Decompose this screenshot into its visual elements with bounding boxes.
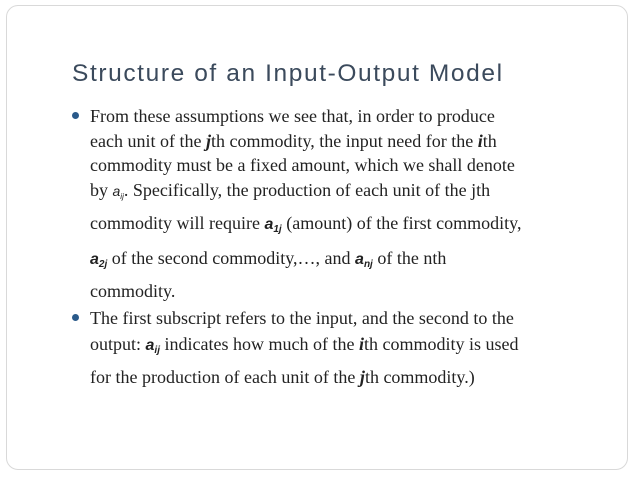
text-run: th commodity, the input need for the <box>210 130 478 151</box>
text-line <box>90 279 612 304</box>
text-run: of the nth <box>372 248 447 268</box>
slide-title: Structure of an Input-Output Model <box>72 60 504 87</box>
text-line <box>90 209 612 244</box>
coefficient-letter: a <box>90 251 99 268</box>
coefficient-subscript: 2j <box>98 259 108 270</box>
text-line <box>90 330 612 365</box>
text-run: . Specifically, the production of each unit of the jth <box>123 179 491 200</box>
variable-i: i <box>477 130 483 151</box>
text-run: th <box>482 130 497 151</box>
coefficient-subscript: nj <box>363 259 373 270</box>
variable-j: j <box>205 130 211 151</box>
text-run: by <box>90 179 113 200</box>
coefficient-aij <box>146 337 160 354</box>
variable-j: j <box>359 367 365 387</box>
coefficient-letter: a <box>112 182 121 199</box>
coefficient-letter: a <box>145 337 155 354</box>
text-run: th commodity.) <box>364 367 475 387</box>
coefficient-anj <box>355 251 373 268</box>
coefficient-a1j <box>264 216 281 233</box>
coefficient-aij <box>113 183 124 199</box>
coefficient-letter: a <box>355 251 364 268</box>
coefficient-letter: a <box>264 216 274 233</box>
bullet-item-assumptions <box>72 104 612 304</box>
text-line <box>90 178 612 210</box>
text-run: commodity. <box>90 281 176 301</box>
coefficient-subscript: ij <box>120 191 124 201</box>
coefficient-a2j <box>90 251 107 268</box>
text-run: each unit of the <box>90 130 206 151</box>
text-run: indicates how much of the <box>159 334 359 354</box>
bullet-item-subscripts <box>72 306 612 390</box>
text-line <box>90 365 612 390</box>
text-run: (amount) of the first commodity, <box>281 213 522 233</box>
text-line <box>90 129 612 154</box>
text-run: th commodity is used <box>363 334 519 354</box>
text-run: for the production of each unit of the <box>90 367 360 387</box>
text-line <box>90 306 612 331</box>
text-run: The first subscript refers to the input, and the second to the <box>90 307 514 328</box>
text-run: output: <box>90 334 146 354</box>
text-run: of the second commodity,…, and <box>107 248 356 268</box>
variable-i: i <box>358 334 364 354</box>
text-run: commodity must be a fixed amount, which we shall denote <box>90 155 515 175</box>
text-line <box>90 104 612 129</box>
coefficient-subscript: 1j <box>273 224 282 235</box>
bullet-list <box>72 104 612 392</box>
text-run: From these assumptions we see that, in order to produce <box>90 106 495 126</box>
text-run: commodity will require <box>90 213 265 233</box>
text-line <box>90 244 612 279</box>
coefficient-subscript: ij <box>154 345 160 356</box>
text-line <box>90 153 612 178</box>
